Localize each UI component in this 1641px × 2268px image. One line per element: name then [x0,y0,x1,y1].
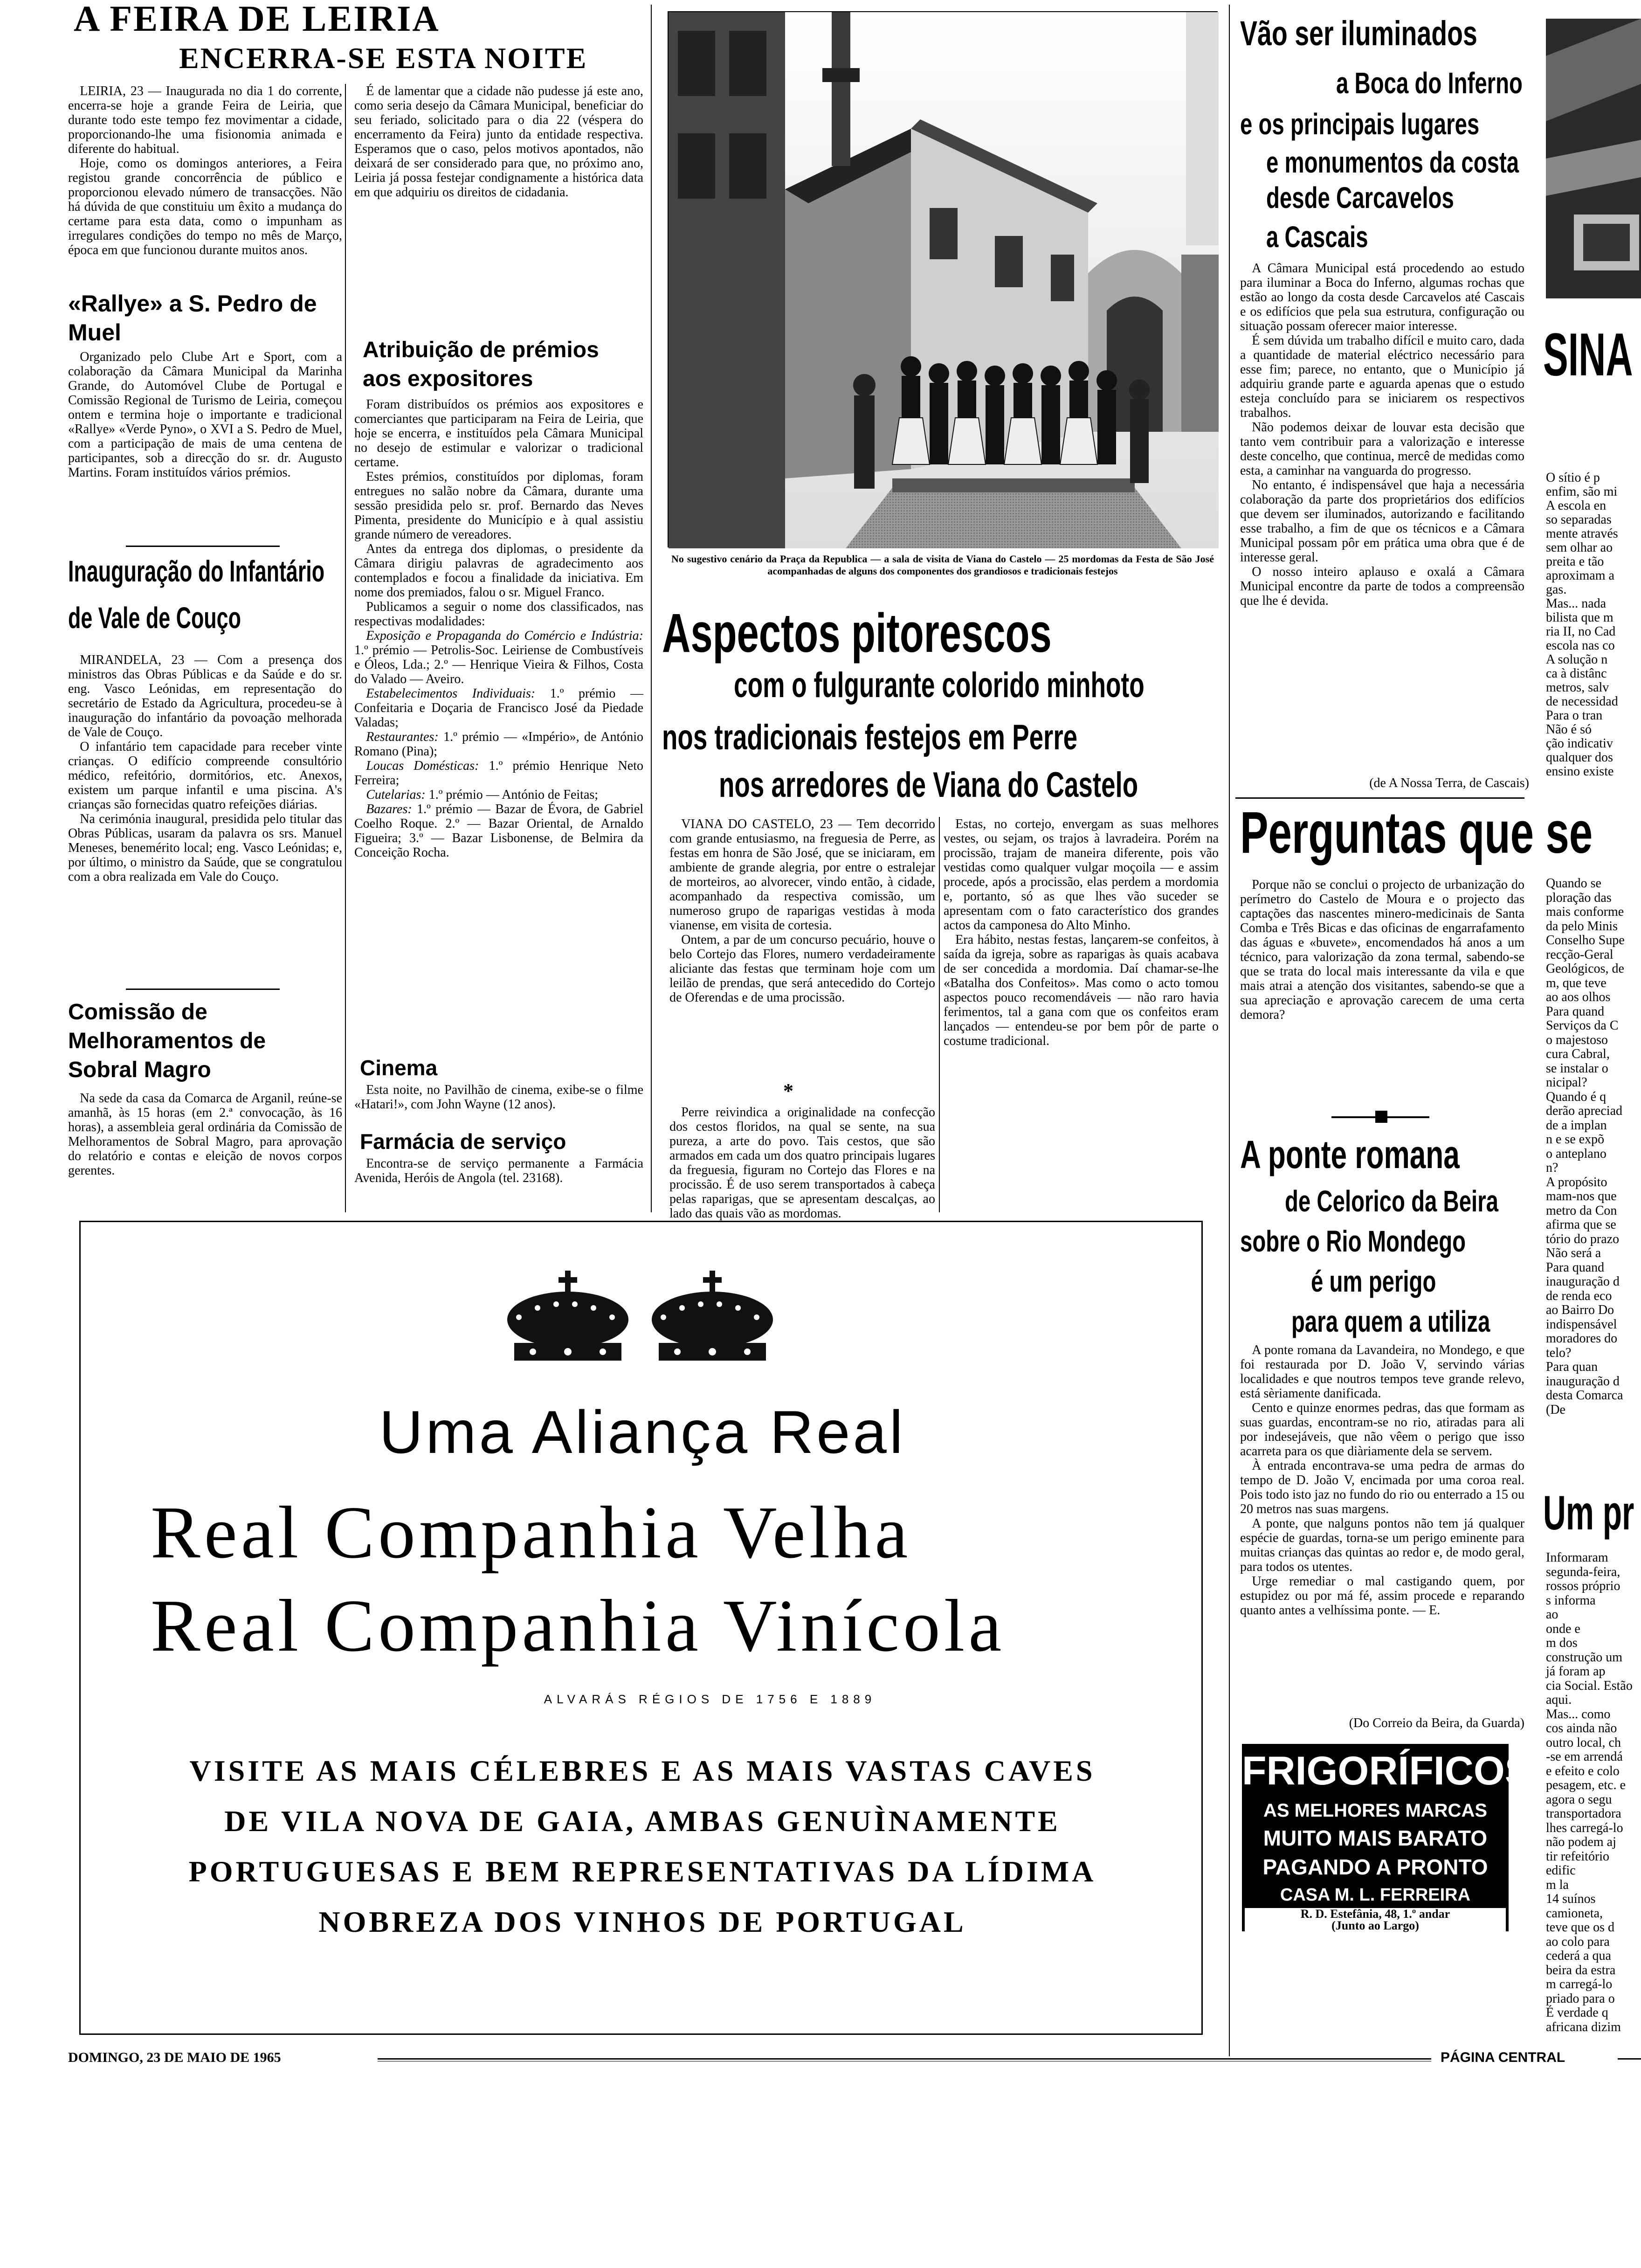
edge-line: gas. [1546,582,1567,597]
ponte-para: Cento e quinze enormes pedras, das que formam as suas guardas, encontram-se no rio, atiradas para ali por indesejáveis, que não vêem o perigo que isso acarreta para os que diàriamente dela se servem. [1240,1401,1524,1459]
divider [1229,5,1230,2056]
aspectos-para: VIANA DO CASTELO, 23 — Tem decorrido com grande entusiasmo, na freguesia de Perre, as festas em honra de São José, que se iniciaram, em ambiente de grande alegria, por entre o estralejar de morteiros, ao alvorecer, vindo então, à cidade, acompanhado da respectiva comissão, um numeroso grupo de raparigas vestidas à moda vianense, em visita de cortesia. [669,817,935,933]
perguntas-title: Perguntas que se [1240,800,1593,865]
ponte-line-5: para quem a utiliza [1291,1305,1490,1338]
edge-line: Não será a [1546,1246,1601,1260]
comissao-body [68,1091,342,1212]
feira-body-col2 [354,84,643,331]
perguntas-body [1240,878,1524,1106]
edge-line: inauguração d [1546,1274,1620,1289]
edge-line: já foram ap [1546,1664,1606,1679]
edge-line: o anteplano [1546,1146,1607,1161]
edge-line: de necessidad [1546,694,1618,709]
ad-brand-1: Real Companhia Velha [151,1491,912,1574]
edge-line: edific [1546,1863,1576,1878]
edge-line: Conselho Supe [1546,933,1625,947]
edge-line: pesagem, etc. e [1546,1778,1626,1792]
divider [651,5,652,1212]
farmacia-body [354,1156,643,1208]
edge-line: segunda-feira, [1546,1564,1620,1579]
edge-line: Quando é q [1546,1089,1607,1104]
edge-line: A escola en [1546,498,1607,513]
photo-image [669,12,1219,548]
edge-line: Para quand [1546,1004,1605,1019]
edge-line: m carregá-lo [1546,1977,1613,1991]
iluminados-para: A Câmara Municipal está procedendo ao estudo para iluminar a Boca do Inferno, algumas rochas que estão ao longo da costa desde Carcavelos até Cascais e os edifícios que pela sua estrutura, configuração ou situação possam oferecer maior interesse. [1240,261,1524,333]
cinema-body [354,1083,643,1129]
frig-line-5: CASA M. L. FERREIRA [1280,1885,1471,1905]
comissao-title: Comissão de Melhoramentos de Sobral Magro [68,1000,266,1082]
premios-title: Atribuição de prémios aos expositores [363,338,599,391]
premios-item: Exposição e Propaganda do Comércio e Indústria: 1.º prémio — Petrolis-Soc. Leiriense de Combustíveis e Óleos, Lda.; 2.º — Henrique Vieira & Filhos, Costa do Valado — Aveiro. [354,629,643,686]
feira-para: É de lamentar que a cidade não pudesse já este ano, como seria desejo da Câmara Municipal, beneficiar do seu feriado, solicitado para o dia 22 (véspera do encerramento da Feira) junto da entidade respectiva. Esperamos que o caso, pelos motivos apontados, não deixará de ser considerado para que, no próximo ano, Leiria já possa festejar condignamente a histórica data em que adquiriu os direitos de cidadania. [354,84,643,200]
premios-item: Estabelecimentos Individuais: 1.º prémio — Confeitaria e Doçaria de Francisco José da Piedade Valadas; [354,686,643,730]
edge-line: m la [1546,1877,1569,1892]
feira-body-col1 [68,84,342,289]
frig-address-line: R. D. Estefânia, 48, 1.º andar [1300,1907,1450,1921]
edge-line: se instalar o [1546,1061,1608,1076]
edge-line: m dos [1546,1636,1578,1650]
feira-para: Hoje, como os domingos anteriores, a Feira registou grande concorrência de público e proporcionou elevado número de transacções. Não há dúvida de que constituiu um êxito a mudança do certame para esta data, como o impunham as irregulares condições do tempo no mês de Março, época em que funcionou durante muitos anos. [68,156,342,257]
edge-line: da pelo Minis [1546,919,1618,933]
edge-line: ria II, no Cad [1546,624,1616,639]
edge-line: derão apreciad [1546,1104,1622,1118]
aspectos-body-col2 [944,817,1219,1212]
frigorificos-ad [1242,1744,1532,1932]
footer-rule [1618,2058,1641,2060]
edge-line: (De [1546,1402,1565,1417]
edge-line: escola nas co [1546,638,1615,653]
edge-line: ensino existe [1546,764,1614,779]
iluminados-body [1240,261,1524,774]
aspectos-star: * [783,1079,793,1102]
infantario-para: MIRANDELA, 23 — Com a presença dos ministros das Obras Públicas e da Saúde e do sr. eng. Vasco Leónidas, em representação do secretário de Estado da Agricultura, procedeu-se à inauguração do infantário da povoação melhorada de Vale de Couço. [68,653,342,740]
ad-text-2: DE VILA NOVA DE GAIA, AMBAS GENUÌNAMENTE [224,1805,1061,1838]
edge-line: ploração das [1546,890,1612,905]
ad-text-4: NOBREZA DOS VINHOS DE PORTUGAL [318,1905,966,1938]
edge-line: e efeito e colo [1546,1763,1620,1778]
farmacia-title: Farmácia de serviço [360,1129,566,1154]
premios-body [354,397,643,1055]
photo-caption: No sugestivo cenário da Praça da Republica — a sala de visita de Viana do Castelo — 25 mordomas da Festa de São José acompanhadas de alguns dos componentes dos grandiosos e tradicionais festejos [671,553,1214,577]
divider [939,817,940,1212]
premios-item: Restaurantes: 1.º prémio — «Império», de António Romano (Pina); [354,730,644,759]
edge-line: ca à distânc [1546,666,1607,681]
edge-line: m, que teve [1546,975,1607,990]
aspectos-title-2: com o fulgurante colorido minhoto [734,665,1145,705]
edge-line: enfim, são mi [1546,484,1618,499]
frig-address-note: (Junto ao Largo) [1331,1919,1419,1932]
edge-heading-um: Um pr [1543,1486,1634,1540]
iluminados-line-2: a Boca do Inferno [1336,66,1523,100]
feira-title: A FEIRA DE LEIRIA [74,0,440,39]
edge-line: qualquer dos [1546,750,1613,765]
edge-photo [1546,19,1641,298]
ad-brand-2: Real Companhia Vinícola [151,1584,1006,1667]
ponte-source: (Do Correio da Beira, da Guarda) [1349,1716,1524,1730]
edge-line: aproximam a [1546,568,1614,583]
edge-line: cederá a qua [1546,1949,1611,1963]
edge-line: de renda eco [1546,1288,1612,1303]
edge-line: tório do prazo [1546,1231,1620,1246]
divider [126,546,280,547]
iluminados-para: É sem dúvida um trabalho difícil e muito caro, dada a quantidade de material eléctrico necessário para esse fim; parece, no entanto, que o Município já adquiriu grande parte e aguarda apenas que o estudo esteja concluído para se iniciarem os respectivos trabalhos. [1240,333,1524,420]
frig-line-3: MUITO MAIS BARATO [1263,1826,1488,1850]
edge-line: não podem aj [1546,1835,1616,1849]
infantario-para: Na cerimónia inaugural, presidida pelo titular das Obras Públicas, usaram da palavra os srs. Manuel Meneses, benemérito local; eng. Vasco Leónidas; e, por último, o ministro da Saúde, que se congratulou com a obra realizada em Vale do Couço. [68,812,342,884]
edge-line: moradores do [1546,1331,1618,1346]
premios-item: Cutelarias: 1.º prémio — António de Feitas; [366,788,599,802]
perguntas-para: Porque não se conclui o projecto de urbanização do perímetro do Castelo de Moura e o projecto das captações das nascentes minero-medicinais de Santa Comba e Três Bicas e das oficinas de engarrafamento das águas e «buvete», encomendados há anos a um técnico, para valorização da zona termal, sabendo-se que se trata do local mais interessante da vila e que mais atrai a atenção dos visitantes, sabendo-se que a sua apreciação e aprovação carecem de uma certa demora? [1240,878,1524,1022]
footer-rule [378,2058,1431,2060]
ad-alvaras: ALVARÁS RÉGIOS DE 1756 E 1889 [544,1692,876,1706]
edge-line: -se em arrendá [1546,1749,1623,1764]
ponte-para: A ponte romana da Lavandeira, no Mondego, e que foi restaurada por D. João V, servindo várias localidades e que noutros tempos teve grande relevo, está sèriamente danificada. [1240,1343,1524,1401]
edge-line: beira da estra [1546,1963,1616,1978]
edge-line: metros, salv [1546,680,1609,695]
edge-line: o majestoso [1546,1032,1608,1047]
frig-address [1245,1908,1506,1931]
comissao-para: Na sede da casa da Comarca de Arganil, reúne-se amanhã, às 15 horas (em 2.ª convocação, às 16 horas), a assembleia geral ordinária da Comissão de Melhoramentos de Sobral Magro, para aprovação do relatório e contas e eleição de novos corpos gerentes. [68,1091,342,1178]
iluminados-line-1: Vão ser iluminados [1240,14,1477,53]
edge-line: recção-Geral [1546,947,1613,962]
rallye-para: Organizado pelo Clube Art e Sport, com a colaboração da Câmara Municipal da Marinha Grande, do Automóvel Clube de Portugal e Comissão Regional de Turismo de Leiria, começou ontem e termina hoje o importante e tradicional «Rallye» «Verde Pyno», o XVI a S. Pedro de Muel, com a participação de mais de uma centena de participantes, sob a direcção do sr. dr. Augusto Martins. Foram instituídos vários prémios. [68,350,342,480]
edge-line: cia Social. Estão [1546,1678,1633,1693]
edge-line: ao colo para [1546,1934,1610,1949]
cinema-para: Esta noite, no Pavilhão de cinema, exibe-se o filme «Hatari!», com John Wayne (12 anos). [354,1083,643,1112]
edge-line: afirma que se [1546,1217,1616,1232]
edge-line: transportadora [1546,1806,1621,1821]
divider [126,989,280,990]
divider [1235,797,1524,799]
edge-line: n? [1546,1161,1558,1175]
ad-text-3: PORTUGUESAS E BEM REPRESENTATIVAS DA LÍDIMA [188,1855,1096,1888]
edge-line: preita e tão [1546,554,1604,569]
aspectos-title-4: nos arredores de Viana do Castelo [719,765,1138,805]
premios-para: Foram distribuídos os prémios aos expositores e comerciantes que participaram na Feira de Leiria, que hoje se encerra, e instituídos pela Câmara Municipal no desejo de estimular e valorizar o tradicional certame. [354,397,643,470]
edge-line: outro local, ch [1546,1735,1621,1750]
edge-line: ao Bairro Do [1546,1303,1614,1317]
edge-line: priado para o [1546,1991,1615,2006]
rallye-body [68,350,342,541]
edge-line: agora o segu [1546,1792,1612,1807]
edge-column-1 [1546,471,1641,797]
edge-heading-sina: SINA [1543,320,1633,388]
edge-line: camioneta, [1546,1906,1603,1921]
edge-line: Para quand [1546,1260,1605,1275]
premios-para: Publicamos a seguir o nome dos classificados, nas respectivas modalidades: [354,600,643,629]
edge-line: africana dizim [1546,2019,1621,2034]
edge-line: construção um [1546,1650,1623,1665]
edge-line: É verdade q [1546,2005,1608,2020]
feira-para: LEIRIA, 23 — Inaugurada no dia 1 do corrente, encerra-se hoje a grande Feira de Leiria, que durante todo este tempo fez movimentar a cidade, proporcionando-lhe uma fisionomia animada e diferente do habitual. [68,84,342,156]
edge-line: ao aos olhos [1546,990,1611,1004]
edge-line: ao [1546,1607,1558,1622]
feira-subtitle: ENCERRA-SE ESTA NOITE [179,41,588,75]
iluminados-line-5: desde Carcavelos [1266,181,1454,214]
photo [668,11,1218,547]
edge-line: Informaram [1546,1550,1608,1565]
aspectos-title-1: Aspectos pitorescos [662,602,1052,664]
infantario-title-2: de Vale de Couço [68,601,241,635]
infantario-title-1: Inauguração do Infantário [68,554,325,588]
edge-line: s informa [1546,1593,1596,1608]
aspectos-title-3: nos tradicionais festejos em Perre [662,718,1078,757]
edge-line: metro da Con [1546,1203,1617,1218]
edge-line: nicipal? [1546,1075,1587,1090]
ponte-line-4: é um perigo [1311,1265,1436,1298]
ponte-line-2: de Celorico da Beira [1285,1184,1498,1218]
premios-item: Bazares: 1.º prémio — Bazar de Évora, de Gabriel Coelho Roque. 2.º — Bazar Oriental, de Arnaldo Figueira; 3.º — Bazar Lisbonense, de Belmira da Conceição Rocha. [354,802,643,860]
aspectos-para: Estas, no cortejo, envergam as suas melhores vestes, ou sejam, os trajos à lavradeira. Porém na procissão, trajam de maneira diferente, pois vão vestidas como qualquer vulgar moçoila — e assim procede, após a procissão, elas perdem a mordomia e, portanto, só as que lhes vão suceder se apresentam com o fato característico dos grandes actos da camponesa do Alto Minho. [944,817,1219,933]
ponte-para: Urge remediar o mal castigando quem, por estupidez ou por má fé, assim procede e reparando quanto antes a velhíssima ponte. — E. [1240,1574,1524,1618]
edge-line: aqui. [1546,1693,1572,1707]
aspectos-para: Ontem, a par de um concurso pecuário, houve o belo Cortejo das Flores, numero verdadeiramente aliciante das festas que terminam hoje com um leilão de prendas, que será antecedido do Cortejo de Oferendas e de uma procissão. [669,933,935,1005]
divider [345,84,346,1212]
real-companhia-ad [79,1221,1203,2035]
edge-line: mente através [1546,526,1618,541]
edge-line: cura Cabral, [1546,1047,1610,1061]
frig-line-2: AS MELHORES MARCAS [1263,1800,1488,1821]
cinema-title: Cinema [360,1056,438,1080]
frig-title: FRIGORÍFICOS [1242,1749,1532,1793]
edge-line: rossos próprio [1546,1579,1620,1593]
edge-line: mam-nos que [1546,1189,1617,1203]
edge-line: Serviços da C [1546,1018,1619,1033]
edge-photo-image [1546,19,1641,298]
ponte-para: A ponte, que nalguns pontos não tem já qualquer espécie de guardas, torna-se um perigo eminente para muitas crianças das quintas ao redor e, de modo geral, para todos os utentes. [1240,1516,1524,1574]
edge-line: cos ainda não [1546,1721,1617,1736]
edge-line: Quando se [1546,876,1601,891]
edge-line: tir refeitório [1546,1849,1610,1864]
edge-line: teve que os d [1546,1920,1614,1935]
edge-line: O sítio é p [1546,470,1600,485]
iluminados-line-4: e monumentos da costa [1266,145,1519,179]
edge-line: 14 suínos [1546,1892,1596,1906]
edge-line: desta Comarca [1546,1388,1623,1403]
rallye-title: «Rallye» a S. Pedro de Muel [68,290,317,346]
crown-icon [500,1266,635,1373]
edge-line: sem olhar ao [1546,540,1613,555]
edge-line: bilista que m [1546,610,1613,625]
ad-tagline: Uma Aliança Real [379,1398,906,1466]
edge-line: de a implan [1546,1118,1607,1133]
iluminados-line-6: a Cascais [1266,220,1368,254]
ad-text-1: VISITE AS MAIS CÉLEBRES E AS MAIS VASTAS CAVES [189,1754,1096,1787]
infantario-para: O infantário tem capacidade para receber vinte crianças. O edifício compreende consultório médico, refeitório, dormitórios, etc. Anexos, existem um parque infantil e uma piscina. A's crianças são fornecidas quatro refeições diárias. [68,740,342,812]
infantario-body [68,653,342,984]
edge-line: so separadas [1546,512,1612,527]
iluminados-source: (de A Nossa Terra, de Cascais) [1369,776,1529,790]
edge-line: onde e [1546,1621,1580,1636]
farmacia-para: Encontra-se de serviço permanente a Farmácia Avenida, Heróis de Angola (tel. 23168). [354,1156,643,1185]
footer-page: PÁGINA CENTRAL [1441,2050,1565,2065]
edge-line: ção indicativ [1546,736,1613,751]
edge-line: Geológicos, de [1546,961,1624,976]
edge-line: Mas... como [1546,1707,1611,1722]
ponte-line-1: A ponte romana [1240,1133,1460,1176]
edge-line: A propósito [1546,1175,1607,1189]
edge-column-2 [1546,877,1641,1427]
iluminados-para: Não podemos deixar de louvar esta decisão que tanto vem contribuir para a valorização e interesse deste concelho, que continua, mercê de medidas como esta, a caminhar na vanguarda do progresso. [1240,420,1524,478]
edge-line: mais conforme [1546,905,1624,919]
edge-line: indispensável [1546,1317,1617,1332]
edge-line: n e se expõ [1546,1132,1605,1147]
premios-item: Loucas Domésticas: 1.º prémio Henrique Neto Ferreira; [354,759,643,788]
aspectos-para: Perre reivindica a originalidade na confecção dos cestos floridos, na qual se sente, na sua pureza, a arte do povo. Tais cestos, que são armados em cada um dos quatro principais lugares da freguesia, figuram no Cortejo das Flores e na procissão. É de uso serem transportados à cabeça pelas raparigas, que se apresentam descalças, ao lado das quais vão as mordomas. [669,1105,935,1221]
edge-line: lhes carregá-lo [1546,1820,1623,1835]
premios-para: Antes da entrega dos diplomas, o presidente da Câmara dirigiu palavras de agradecimento aos contemplados e focou a finalidade da iniciativa. Em nome dos premiados, falou o sr. Miguel Franco. [354,542,643,600]
edge-line: A solução n [1546,652,1608,667]
ponte-body [1240,1343,1524,1716]
aspectos-para: Era hábito, nestas festas, lançarem-se confeitos, à saída da igreja, sobre as raparigas às quais acabava de ser concedida a mordomia. Daí chamar-se-lhe «Batalha dos Confeitos». Mas como o acto tomou aspectos pouco recomendáveis — não raro havia ferimentos, tal a gana com que os confeitos eram lançados — entendeu-se por bem pôr de parte o costume tradicional. [944,933,1219,1048]
ponte-para: À entrada encontrava-se uma pedra de armas do tempo de D. João V, encimada por uma coroa real. Pois todo isto jaz no fundo do rio ou enterrado a 15 ou 20 metros nas suas margens. [1240,1459,1524,1516]
crown-icon [645,1266,780,1373]
edge-line: Não é só [1546,722,1592,737]
edge-line: Para quan [1546,1360,1598,1374]
edge-line: telo? [1546,1345,1572,1360]
divider-ornament [1375,1111,1387,1123]
edge-line: Mas... nada [1546,596,1607,611]
ponte-line-3: sobre o Rio Mondego [1240,1224,1466,1258]
frig-line-4: PAGANDO A PRONTO [1262,1855,1488,1879]
premios-para: Estes prémios, constituídos por diplomas, foram entregues no salão nobre da Câmara, durante uma sessão presidida pelo sr. prof. Bernardo das Neves Pimenta, presidente do Município e à qual assistiu grande número de vereadores. [354,470,643,542]
aspectos-body-col1a [669,817,935,1087]
edge-column-3 [1546,1551,1641,2040]
iluminados-para: No entanto, é indispensável que haja a necessária colaboração da parte dos proprietários dos edifícios que devem ser iluminados, autorizando e facilitando esse trabalho, a fim de que os técnicos e a Câmara Municipal possam pôr em prática uma obra que é de interesse geral. [1240,478,1524,565]
edge-line: inauguração d [1546,1374,1620,1389]
footer-date: DOMINGO, 23 DE MAIO DE 1965 [68,2050,281,2065]
iluminados-line-3: e os principais lugares [1240,107,1480,141]
iluminados-para: O nosso inteiro aplauso e oxalá a Câmara Municipal encontre da parte de todos a compreensão que lhe é devida. [1240,565,1524,608]
edge-line: Para o tran [1546,708,1603,723]
aspectos-body-col1b [669,1105,935,1221]
